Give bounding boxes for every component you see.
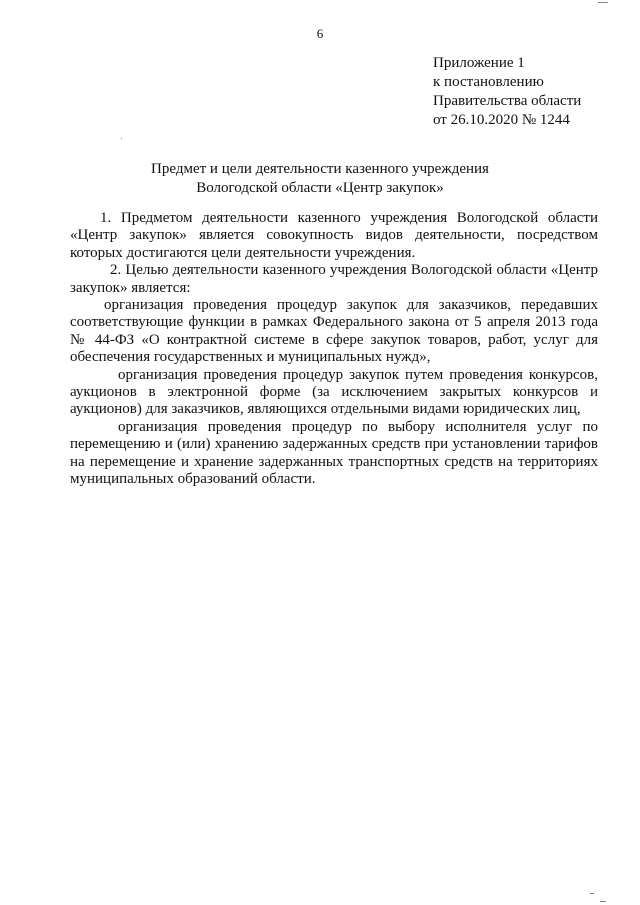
paragraph-goal bbox=[70, 262, 598, 297]
paragraph-activity-3 bbox=[70, 419, 598, 489]
text-line: организация проведения процедур по выбору исполнителя услуг по bbox=[118, 418, 598, 435]
text-line: «Центр закупок» является совокупность видов деятельности, посредством bbox=[70, 227, 598, 244]
text-line: № 44-ФЗ «О контрактной системе в сфере закупок товаров, работ, услуг для bbox=[70, 331, 598, 348]
text-line: перемещению и (или) хранению задержанных средств при установлении тарифов bbox=[70, 436, 598, 453]
text-line: аукционов) для заказчиков, являющихся отдельными видами юридических лиц, bbox=[70, 401, 581, 418]
appendix-block bbox=[433, 54, 581, 130]
text-line: соответствующие функции в рамках Федерального закона от 5 апреля 2013 года bbox=[70, 314, 598, 331]
appendix-line: к постановлению bbox=[433, 74, 544, 90]
text-line: 2. Целью деятельности казенного учреждения Вологодской области «Центр bbox=[110, 262, 598, 279]
text-line: 1. Предметом деятельности казенного учреждения Вологодской области bbox=[100, 210, 598, 226]
scan-speck bbox=[600, 901, 606, 902]
title-line: Предмет и цели деятельности казенного учреждения bbox=[151, 161, 489, 177]
text-line: организация проведения процедур закупок для заказчиков, передавших bbox=[104, 297, 598, 314]
scan-speck bbox=[598, 2, 608, 3]
title-line: Вологодской области «Центр закупок» bbox=[196, 180, 444, 196]
page-number: 6 bbox=[316, 26, 324, 41]
document-body bbox=[70, 210, 598, 489]
paragraph-subject bbox=[70, 210, 598, 262]
document-title bbox=[0, 160, 640, 198]
text-line: которых достигаются цели деятельности учреждения. bbox=[70, 244, 416, 261]
text-line: муниципальных образований области. bbox=[70, 471, 316, 488]
text-line: обеспечения государственных и муниципальных нужд», bbox=[70, 349, 431, 366]
text-line: закупок» является: bbox=[70, 279, 191, 296]
appendix-line: Правительства области bbox=[433, 93, 582, 109]
appendix-date-number: от 26.10.2020 № 1244 bbox=[433, 112, 570, 128]
appendix-line: Приложение 1 bbox=[433, 55, 525, 71]
text-line: на перемещение и хранение задержанных транспортных средств на территориях bbox=[70, 453, 598, 470]
paragraph-activity-2 bbox=[70, 367, 598, 419]
text-line: аукционов в электронной форме (за исключением закрытых конкурсов и bbox=[70, 384, 598, 401]
text-line: организация проведения процедур закупок путем проведения конкурсов, bbox=[118, 366, 598, 383]
scan-speck bbox=[590, 893, 594, 894]
scan-speck bbox=[121, 138, 122, 139]
paragraph-activity-1 bbox=[70, 297, 598, 367]
